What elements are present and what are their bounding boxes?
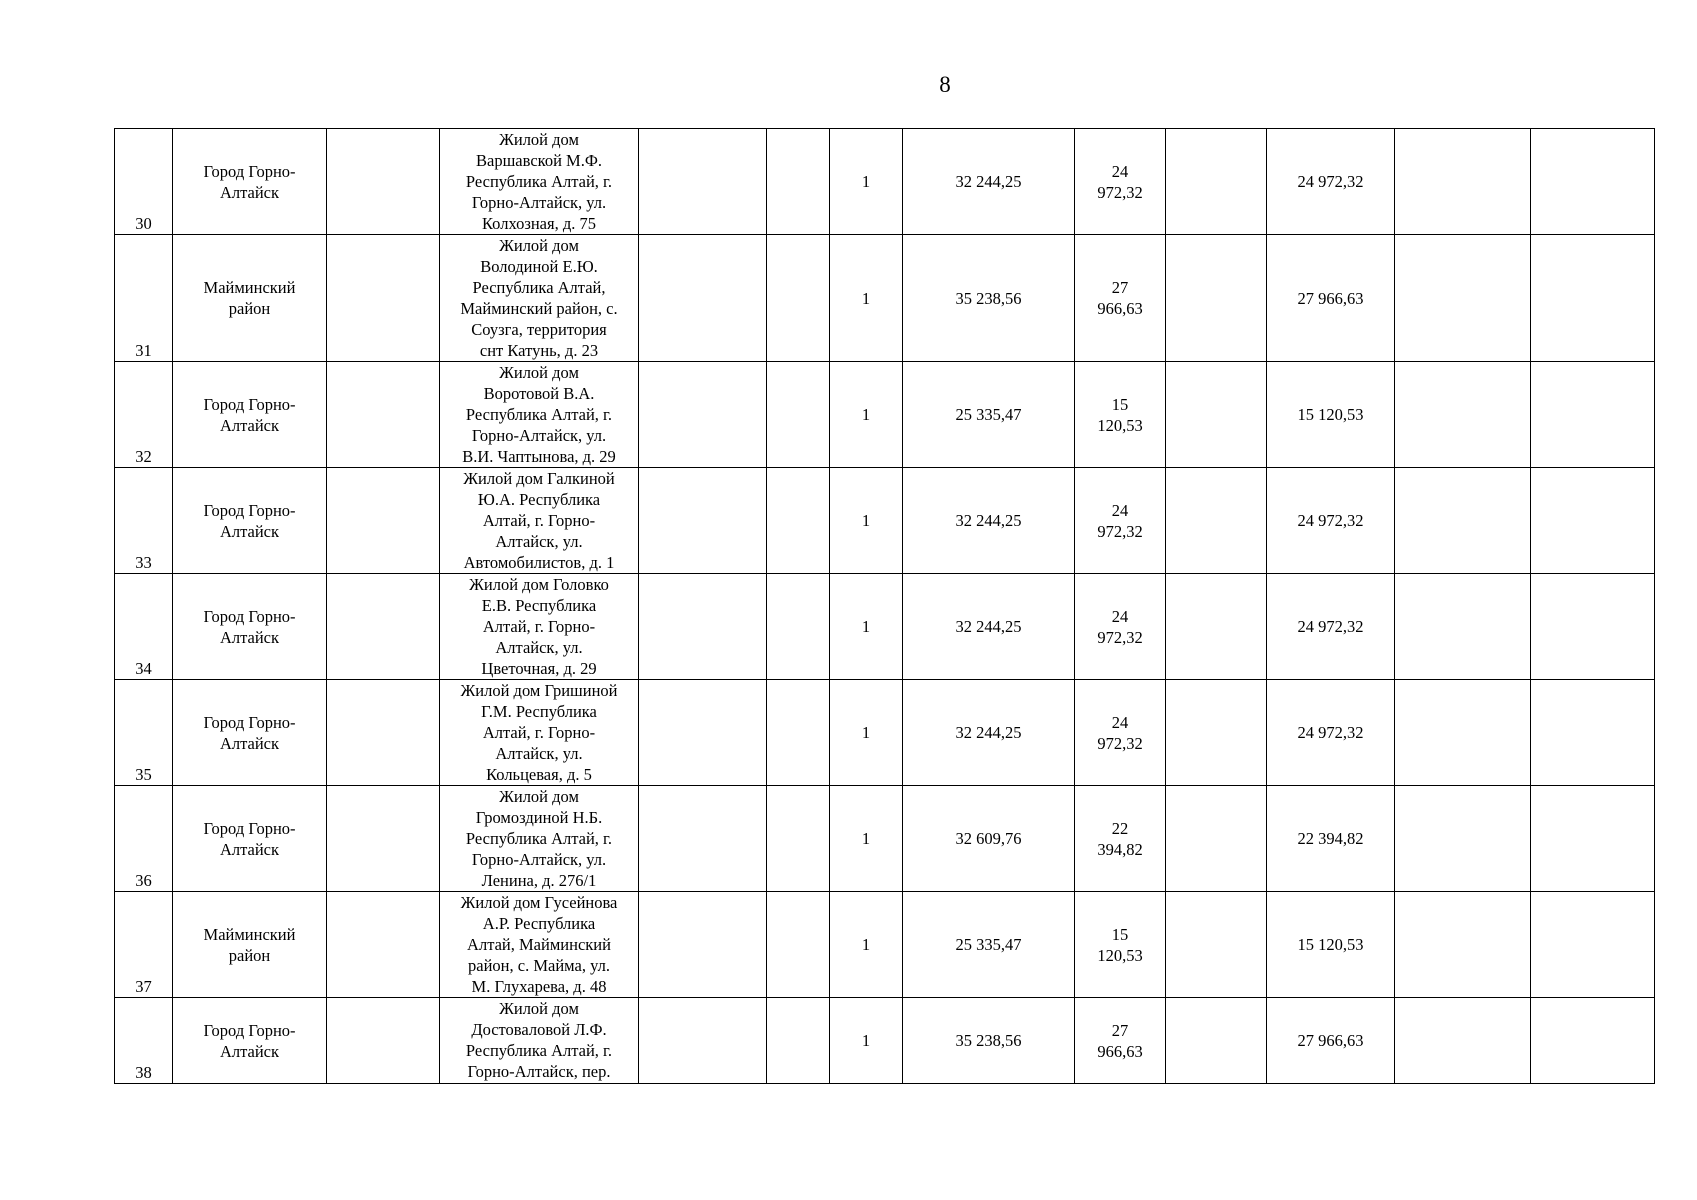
amount-total-cell: 32 244,25 <box>903 680 1075 786</box>
empty-cell-3 <box>327 129 440 235</box>
amount-total-cell: 25 335,47 <box>903 892 1075 998</box>
amount-a-cell: 27 966,63 <box>1075 235 1166 362</box>
empty-cell-12 <box>1395 362 1531 468</box>
municipality-cell: Город Горно- Алтайск <box>173 574 327 680</box>
amount-b-cell: 24 972,32 <box>1267 129 1395 235</box>
table-row <box>115 574 1655 680</box>
amount-b-cell: 24 972,32 <box>1267 574 1395 680</box>
row-number-cell: 31 <box>115 235 173 362</box>
count-cell: 1 <box>830 129 903 235</box>
amount-a-cell: 15 120,53 <box>1075 892 1166 998</box>
row-number-cell: 35 <box>115 680 173 786</box>
address-cell: Жилой дом Варшавской М.Ф. Республика Алтай, г. Горно-Алтайск, ул. Колхозная, д. 75 <box>440 129 639 235</box>
empty-cell-6 <box>767 998 830 1084</box>
empty-cell-3 <box>327 680 440 786</box>
amount-total-cell: 32 244,25 <box>903 129 1075 235</box>
amount-a-cell: 24 972,32 <box>1075 574 1166 680</box>
amount-a-cell: 24 972,32 <box>1075 129 1166 235</box>
empty-cell-5 <box>639 786 767 892</box>
count-cell: 1 <box>830 362 903 468</box>
empty-cell-3 <box>327 998 440 1084</box>
row-number-cell: 30 <box>115 129 173 235</box>
municipality-cell: Майминский район <box>173 235 327 362</box>
empty-cell-10 <box>1166 786 1267 892</box>
table-row <box>115 362 1655 468</box>
amount-b-cell: 24 972,32 <box>1267 680 1395 786</box>
municipality-cell: Город Горно- Алтайск <box>173 680 327 786</box>
amount-b-cell: 27 966,63 <box>1267 235 1395 362</box>
empty-cell-13 <box>1531 892 1655 998</box>
empty-cell-10 <box>1166 468 1267 574</box>
table-row <box>115 998 1655 1084</box>
empty-cell-6 <box>767 892 830 998</box>
empty-cell-12 <box>1395 892 1531 998</box>
empty-cell-13 <box>1531 235 1655 362</box>
address-cell: Жилой дом Достоваловой Л.Ф. Республика Алтай, г. Горно-Алтайск, пер. <box>440 998 639 1084</box>
empty-cell-10 <box>1166 680 1267 786</box>
municipality-cell: Город Горно- Алтайск <box>173 362 327 468</box>
empty-cell-10 <box>1166 574 1267 680</box>
municipality-cell: Майминский район <box>173 892 327 998</box>
address-cell: Жилой дом Гришиной Г.М. Республика Алтай, г. Горно- Алтайск, ул. Кольцевая, д. 5 <box>440 680 639 786</box>
empty-cell-5 <box>639 468 767 574</box>
amount-total-cell: 32 609,76 <box>903 786 1075 892</box>
row-number-cell: 38 <box>115 998 173 1084</box>
count-cell: 1 <box>830 574 903 680</box>
empty-cell-12 <box>1395 129 1531 235</box>
amount-a-cell: 27 966,63 <box>1075 998 1166 1084</box>
row-number-cell: 34 <box>115 574 173 680</box>
empty-cell-5 <box>639 998 767 1084</box>
empty-cell-5 <box>639 235 767 362</box>
empty-cell-3 <box>327 468 440 574</box>
amount-total-cell: 35 238,56 <box>903 235 1075 362</box>
empty-cell-13 <box>1531 680 1655 786</box>
row-number-cell: 33 <box>115 468 173 574</box>
empty-cell-3 <box>327 892 440 998</box>
municipality-cell: Город Горно- Алтайск <box>173 786 327 892</box>
empty-cell-12 <box>1395 468 1531 574</box>
empty-cell-10 <box>1166 362 1267 468</box>
address-cell: Жилой дом Воротовой В.А. Республика Алтай, г. Горно-Алтайск, ул. В.И. Чаптынова, д. 29 <box>440 362 639 468</box>
empty-cell-3 <box>327 362 440 468</box>
empty-cell-5 <box>639 892 767 998</box>
empty-cell-5 <box>639 362 767 468</box>
amount-b-cell: 15 120,53 <box>1267 892 1395 998</box>
amount-a-cell: 15 120,53 <box>1075 362 1166 468</box>
address-cell: Жилой дом Галкиной Ю.А. Республика Алтай, г. Горно- Алтайск, ул. Автомобилистов, д. 1 <box>440 468 639 574</box>
municipality-cell: Город Горно- Алтайск <box>173 998 327 1084</box>
municipality-cell: Город Горно- Алтайск <box>173 468 327 574</box>
empty-cell-12 <box>1395 998 1531 1084</box>
amount-a-cell: 22 394,82 <box>1075 786 1166 892</box>
table-row <box>115 129 1655 235</box>
table-row <box>115 680 1655 786</box>
amount-total-cell: 32 244,25 <box>903 574 1075 680</box>
count-cell: 1 <box>830 998 903 1084</box>
page-number: 8 <box>939 72 951 97</box>
address-cell: Жилой дом Головко Е.В. Республика Алтай, г. Горно- Алтайск, ул. Цветочная, д. 29 <box>440 574 639 680</box>
empty-cell-5 <box>639 129 767 235</box>
amount-a-cell: 24 972,32 <box>1075 680 1166 786</box>
amount-b-cell: 27 966,63 <box>1267 998 1395 1084</box>
amount-b-cell: 22 394,82 <box>1267 786 1395 892</box>
empty-cell-10 <box>1166 129 1267 235</box>
count-cell: 1 <box>830 786 903 892</box>
empty-cell-3 <box>327 786 440 892</box>
row-number-cell: 36 <box>115 786 173 892</box>
count-cell: 1 <box>830 680 903 786</box>
empty-cell-13 <box>1531 998 1655 1084</box>
empty-cell-6 <box>767 235 830 362</box>
empty-cell-3 <box>327 235 440 362</box>
amount-total-cell: 35 238,56 <box>903 998 1075 1084</box>
empty-cell-13 <box>1531 129 1655 235</box>
empty-cell-13 <box>1531 468 1655 574</box>
count-cell: 1 <box>830 892 903 998</box>
municipality-cell: Город Горно- Алтайск <box>173 129 327 235</box>
row-number-cell: 37 <box>115 892 173 998</box>
table-row <box>115 786 1655 892</box>
count-cell: 1 <box>830 235 903 362</box>
empty-cell-6 <box>767 680 830 786</box>
count-cell: 1 <box>830 468 903 574</box>
table-row <box>115 235 1655 362</box>
address-cell: Жилой дом Гусейнова А.Р. Республика Алтай, Майминский район, с. Майма, ул. М. Глухарева, д. 48 <box>440 892 639 998</box>
empty-cell-6 <box>767 786 830 892</box>
table-body <box>115 129 1655 1084</box>
amount-total-cell: 32 244,25 <box>903 468 1075 574</box>
empty-cell-10 <box>1166 892 1267 998</box>
table-row <box>115 468 1655 574</box>
empty-cell-13 <box>1531 362 1655 468</box>
empty-cell-13 <box>1531 574 1655 680</box>
data-table <box>114 128 1655 1084</box>
empty-cell-13 <box>1531 786 1655 892</box>
empty-cell-12 <box>1395 574 1531 680</box>
amount-total-cell: 25 335,47 <box>903 362 1075 468</box>
empty-cell-3 <box>327 574 440 680</box>
address-cell: Жилой дом Володиной Е.Ю. Республика Алтай, Майминский район, с. Соузга, территория снт Катунь, д. 23 <box>440 235 639 362</box>
table-row <box>115 892 1655 998</box>
amount-b-cell: 15 120,53 <box>1267 362 1395 468</box>
empty-cell-10 <box>1166 235 1267 362</box>
row-number-cell: 32 <box>115 362 173 468</box>
empty-cell-12 <box>1395 680 1531 786</box>
empty-cell-6 <box>767 129 830 235</box>
empty-cell-5 <box>639 680 767 786</box>
empty-cell-6 <box>767 574 830 680</box>
empty-cell-5 <box>639 574 767 680</box>
empty-cell-6 <box>767 468 830 574</box>
amount-b-cell: 24 972,32 <box>1267 468 1395 574</box>
amount-a-cell: 24 972,32 <box>1075 468 1166 574</box>
empty-cell-12 <box>1395 786 1531 892</box>
empty-cell-6 <box>767 362 830 468</box>
empty-cell-10 <box>1166 998 1267 1084</box>
address-cell: Жилой дом Громоздиной Н.Б. Республика Алтай, г. Горно-Алтайск, ул. Ленина, д. 276/1 <box>440 786 639 892</box>
empty-cell-12 <box>1395 235 1531 362</box>
